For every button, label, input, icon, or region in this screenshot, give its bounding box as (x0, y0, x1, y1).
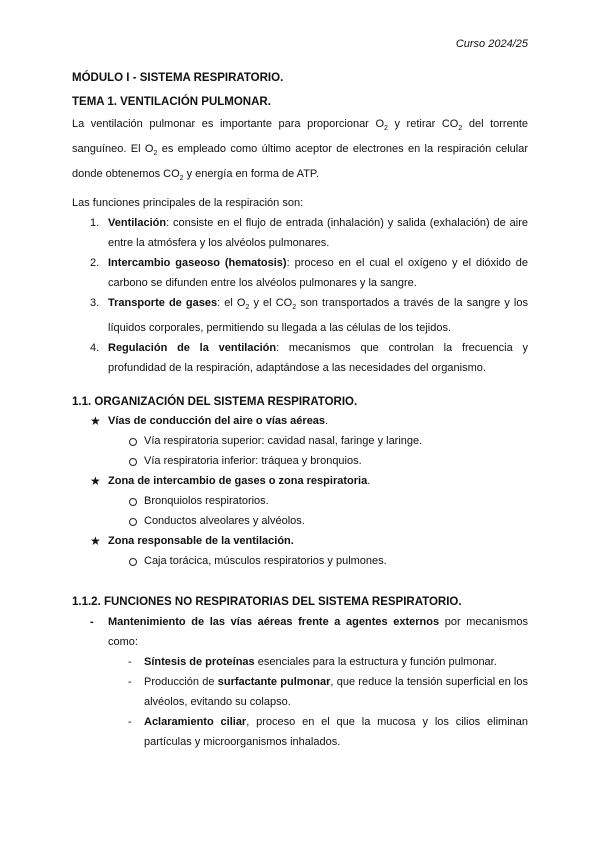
list-item: Conductos alveolares y alvéolos. (72, 511, 528, 531)
non-respiratory-list (72, 612, 528, 752)
dash-bullet-icon: - (90, 616, 94, 628)
section-1-1-2-title: 1.1.2. FUNCIONES NO RESPIRATORIAS DEL SISTEMA RESPIRATORIO. (72, 596, 462, 608)
dash-bullet-icon: - (128, 716, 132, 728)
list-item: ★ Zona de intercambio de gases o zona respiratoria. (72, 471, 528, 491)
list-item: 3. Transporte de gases: el $O_2$ y el $CO_2$ son transportados a través de la sangre y los líquidos corporales, permitiendo su llegada a las células de los tejidos. (90, 297, 528, 335)
list-item: 1. Ventilación: consiste en el flujo de entrada (inhalación) y salida (exhalación) de aire entre la atmósfera y los alvéolos pulmonares. (90, 217, 528, 249)
list-item: Caja torácica, músculos respiratorios y pulmones. (72, 551, 528, 571)
functions-list (72, 213, 528, 378)
module-title: MÓDULO I - SISTEMA RESPIRATORIO. (72, 72, 284, 84)
dash-bullet-icon: - (128, 656, 132, 668)
star-bullet-icon: ★ (90, 474, 101, 488)
star-bullet-icon: ★ (90, 414, 101, 428)
functions-intro: Las funciones principales de la respiración son: (72, 197, 304, 209)
list-item: 4. Regulación de la ventilación: mecanismos que controlan la frecuencia y profundidad de la respiración, adaptándose a las necesidades del organismo. (90, 342, 528, 375)
dash-bullet-icon: - (128, 676, 132, 688)
list-item: Vía respiratoria superior: cavidad nasal, faringe y laringe. (72, 431, 528, 451)
list-item: - Síntesis de proteínas esenciales para la estructura y función pulmonar. (72, 652, 528, 672)
list-item: 2. Intercambio gaseoso (hematosis): proceso en el cual el oxígeno y el dióxido de carbono se difunden entre los alvéolos pulmonares y la sangre. (90, 257, 528, 289)
list-item: - Aclaramiento ciliar, proceso en el que la mucosa y los cilios eliminan partículas y microorganismos inhalados. (72, 712, 528, 752)
intro-paragraph: La ventilación pulmonar es importante para proporcionar $O_2$ y retirar $CO_2$ del torrente sanguíneo. El $O_2$ es empleado como último aceptor de electrones en la respiración celular donde obtenemos $CO_2$ y energía en forma de ATP. (72, 118, 529, 183)
star-bullet-icon: ★ (90, 534, 101, 548)
organization-list (72, 411, 528, 571)
circle-bullet-icon (129, 518, 137, 526)
list-item: - Producción de surfactante pulmonar, que reduce la tensión superficial en los alvéolos, evitando su colapso. (72, 672, 528, 712)
circle-bullet-icon (129, 498, 137, 506)
list-item: ★ Vías de conducción del aire o vías aéreas. (72, 411, 528, 431)
list-item: - Mantenimiento de las vías aéreas frente a agentes externos por mecanismos como: (72, 612, 528, 652)
topic-title: TEMA 1. VENTILACIÓN PULMONAR. (72, 96, 271, 108)
list-item: ★ Zona responsable de la ventilación. (72, 531, 528, 551)
circle-bullet-icon (129, 558, 137, 566)
circle-bullet-icon (129, 458, 137, 466)
list-item: Vía respiratoria inferior: tráquea y bronquios. (72, 451, 528, 471)
list-item: Bronquiolos respiratorios. (72, 491, 528, 511)
section-1-1-title: 1.1. ORGANIZACIÓN DEL SISTEMA RESPIRATORIO. (72, 396, 358, 408)
course-label: Curso 2024/25 (455, 38, 528, 50)
circle-bullet-icon (129, 438, 137, 446)
